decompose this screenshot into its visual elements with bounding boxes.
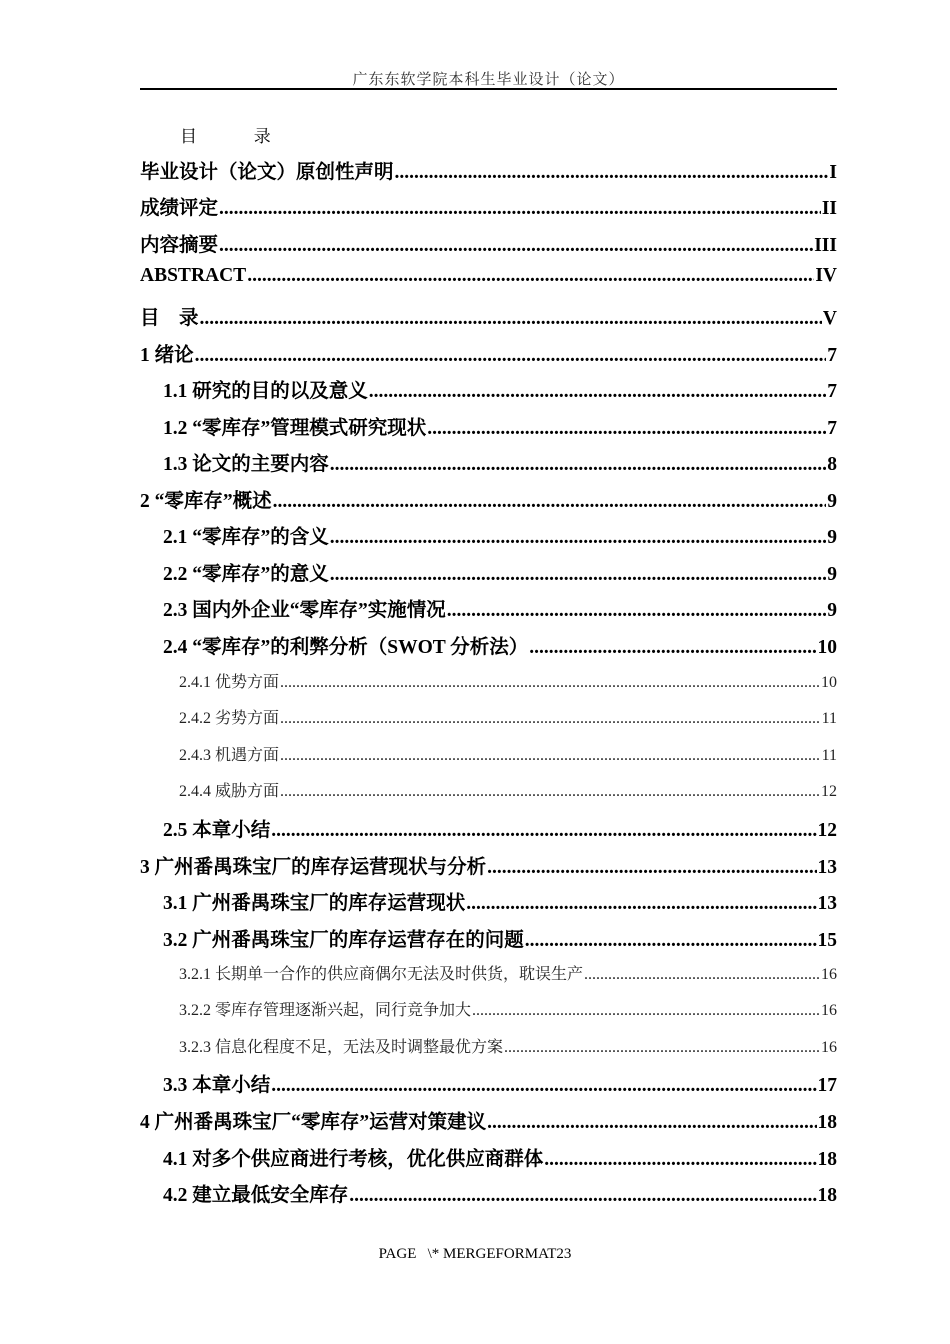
toc-leader-dots — [271, 1075, 816, 1097]
toc-entry-label: 1 绪论 — [140, 345, 194, 366]
toc-entry-page: 15 — [817, 930, 837, 951]
toc-entry-page: 10 — [821, 674, 837, 691]
toc-leader-dots — [200, 308, 822, 330]
toc-entry-label: 2.4 “零库存”的利弊分析（SWOT 分析法） — [163, 637, 529, 658]
toc-leader-dots — [349, 1185, 816, 1207]
toc-entry-page: 7 — [827, 381, 837, 402]
toc-entry[interactable] — [179, 961, 837, 985]
toc-leader-dots — [280, 710, 821, 728]
toc-entry[interactable] — [163, 558, 837, 588]
toc-entry-page: 16 — [821, 966, 837, 983]
toc-leader-dots — [219, 198, 821, 220]
toc-entry-label: 目 录 — [140, 308, 199, 329]
toc-entry-label: 4.2 建立最低安全库存 — [163, 1185, 349, 1206]
toc-entry[interactable] — [140, 265, 837, 295]
toc-entry-label: 2.4.2 劣势方面 — [179, 710, 280, 727]
toc-entry-label: 2.4.4 威胁方面 — [179, 783, 280, 800]
toc-leader-dots — [330, 527, 826, 549]
toc-entry-label: 2.4.1 优势方面 — [179, 674, 280, 691]
toc-entry[interactable] — [140, 192, 837, 222]
toc-entry-label: 4.1 对多个供应商进行考核，优化供应商群体 — [163, 1149, 544, 1170]
toc-entry[interactable] — [163, 924, 837, 954]
toc-entry[interactable] — [163, 1179, 837, 1209]
toc-entry-label: 1.3 论文的主要内容 — [163, 454, 329, 475]
toc-entry[interactable] — [140, 851, 837, 881]
toc-entry-label: 3.2.3 信息化程度不足，无法及时调整最优方案 — [179, 1039, 504, 1056]
toc-entry-page: II — [821, 198, 837, 219]
toc-entry-label: 2.5 本章小结 — [163, 820, 271, 841]
toc-leader-dots — [544, 1149, 816, 1171]
toc-entry-label: 内容摘要 — [140, 235, 219, 256]
toc-leader-dots — [273, 491, 827, 513]
toc-entry-label: 成绩评定 — [140, 198, 219, 219]
toc-leader-dots — [280, 674, 820, 692]
toc-entry-label: 3.1 广州番禺珠宝厂的库存运营现状 — [163, 893, 466, 914]
toc-leader-dots — [369, 381, 826, 403]
toc-entry[interactable] — [140, 229, 837, 259]
toc-entry-page: 13 — [817, 893, 837, 914]
toc-entry-page: 13 — [817, 857, 837, 878]
toc-entry-label: 2.4.3 机遇方面 — [179, 747, 280, 764]
toc-entry-label: 3.2.1 长期单一合作的供应商偶尔无法及时供货，耽误生产 — [179, 966, 584, 983]
toc-entry[interactable] — [179, 742, 837, 766]
toc-leader-dots — [280, 747, 821, 765]
toc-entry-page: 9 — [827, 491, 837, 512]
toc-leader-dots — [195, 345, 827, 367]
toc-entry-label: 3 广州番禺珠宝厂的库存运营现状与分析 — [140, 857, 487, 878]
toc-entry-page: 12 — [821, 783, 837, 800]
toc-entry[interactable] — [163, 1143, 837, 1173]
toc-entry-page: 9 — [827, 527, 837, 548]
toc-entry[interactable] — [163, 521, 837, 551]
toc-leader-dots — [219, 235, 813, 257]
toc-entry-page: IV — [815, 265, 837, 286]
toc-leader-dots — [427, 418, 826, 440]
toc-leader-dots — [584, 966, 820, 984]
toc-entry[interactable] — [163, 631, 837, 661]
toc-entry-page: 18 — [817, 1185, 837, 1206]
toc-leader-dots — [525, 930, 817, 952]
toc-title: 目 录 — [180, 127, 273, 146]
toc-entry[interactable] — [140, 485, 837, 515]
toc-entry-page: III — [814, 235, 837, 256]
toc-entry-page: 10 — [817, 637, 837, 658]
toc-entry[interactable] — [163, 887, 837, 917]
toc-entry-label: 3.2 广州番禺珠宝厂的库存运营存在的问题 — [163, 930, 524, 951]
toc-entry[interactable] — [179, 778, 837, 802]
toc-entry-page: 7 — [827, 345, 837, 366]
toc-entry-label: 毕业设计（论文）原创性声明 — [140, 162, 394, 183]
toc-entry[interactable] — [179, 997, 837, 1021]
toc-leader-dots — [280, 783, 820, 801]
toc-entry-label: 1.1 研究的目的以及意义 — [163, 381, 368, 402]
toc-entry[interactable] — [163, 594, 837, 624]
toc-entry-page: 16 — [821, 1039, 837, 1056]
toc-entry-label: 3.2.2 零库存管理逐渐兴起，同行竞争加大 — [179, 1002, 472, 1019]
toc-entry-label: 4 广州番禺珠宝厂“零库存”运营对策建议 — [140, 1112, 487, 1133]
toc-entry-label: ABSTRACT — [140, 265, 247, 286]
page-header: 广东东软学院本科生毕业设计（论文） — [352, 72, 625, 88]
toc-entry[interactable] — [140, 302, 837, 332]
toc-entry-label: 2 “零库存”概述 — [140, 491, 272, 512]
toc-leader-dots — [330, 564, 826, 586]
toc-entry-page: 16 — [821, 1002, 837, 1019]
toc-leader-dots — [472, 1002, 820, 1020]
toc-entry[interactable] — [163, 375, 837, 405]
toc-entry[interactable] — [163, 1069, 837, 1099]
toc-entry[interactable] — [140, 1106, 837, 1136]
toc-leader-dots — [447, 600, 826, 622]
toc-entry[interactable] — [179, 705, 837, 729]
toc-entry-page: 11 — [821, 710, 837, 727]
toc-entry-page: 8 — [827, 454, 837, 475]
toc-entry[interactable] — [163, 814, 837, 844]
toc-entry-label: 2.3 国内外企业“零库存”实施情况 — [163, 600, 446, 621]
toc-entry-page: 18 — [817, 1149, 837, 1170]
toc-leader-dots — [330, 454, 826, 476]
page-footer: PAGE \* MERGEFORMAT23 — [378, 1246, 572, 1262]
toc-leader-dots — [529, 637, 816, 659]
toc-leader-dots — [247, 265, 814, 287]
toc-entry-page: V — [822, 308, 837, 329]
toc-entry-page: 9 — [827, 600, 837, 621]
toc-entry[interactable] — [179, 1034, 837, 1058]
toc-entry-label: 2.2 “零库存”的意义 — [163, 564, 329, 585]
toc-entry-page: 18 — [817, 1112, 837, 1133]
toc-entry[interactable] — [163, 448, 837, 478]
toc-leader-dots — [504, 1039, 820, 1057]
toc-entry-page: 7 — [827, 418, 837, 439]
toc-entry-label: 3.3 本章小结 — [163, 1075, 271, 1096]
toc-entry[interactable] — [140, 339, 837, 369]
toc-entry-page: 9 — [827, 564, 837, 585]
toc-leader-dots — [466, 893, 816, 915]
toc-entry[interactable] — [140, 156, 837, 186]
toc-entry-page: 12 — [817, 820, 837, 841]
toc-entry-label: 2.1 “零库存”的含义 — [163, 527, 329, 548]
toc-entry-page: 11 — [821, 747, 837, 764]
toc-entry-page: 17 — [817, 1075, 837, 1096]
toc-leader-dots — [395, 162, 829, 184]
toc-leader-dots — [487, 1112, 816, 1134]
toc-entry[interactable] — [163, 412, 837, 442]
toc-entry[interactable] — [179, 669, 837, 693]
toc-leader-dots — [487, 857, 816, 879]
toc-entry-label: 1.2 “零库存”管理模式研究现状 — [163, 418, 427, 439]
toc-entry-page: I — [829, 162, 837, 183]
toc-leader-dots — [271, 820, 816, 842]
